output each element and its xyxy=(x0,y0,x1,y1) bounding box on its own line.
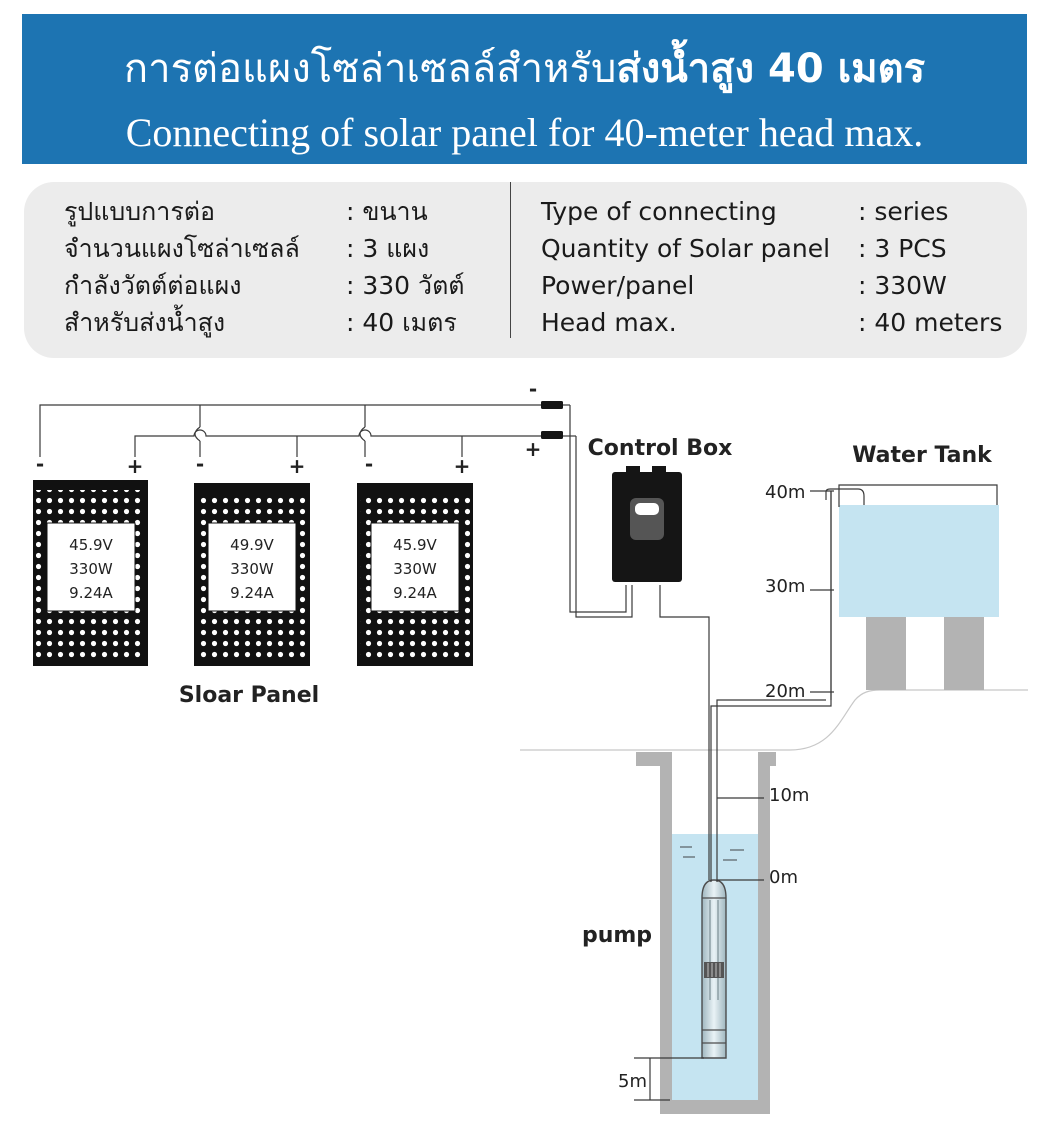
tank-leg xyxy=(866,612,906,690)
submersible-pump xyxy=(702,880,726,1058)
panel-voltage: 45.9V xyxy=(69,536,113,554)
thai-spec-label: รูปแบบการต่อ xyxy=(64,197,216,226)
panel-current: 9.24A xyxy=(230,584,274,602)
water-tank xyxy=(826,485,999,690)
english-spec-label: Type of connecting xyxy=(541,197,777,226)
english-spec-label: Power/panel xyxy=(541,271,695,300)
panel-power: 330W xyxy=(230,560,274,578)
height-label-0m: 0m xyxy=(769,867,798,888)
panel-current: 9.24A xyxy=(69,584,113,602)
pump-label: pump xyxy=(581,923,653,948)
english-title: Connecting of solar panel for 40-meter head max. xyxy=(125,110,924,155)
thai-spec-value: : ขนาน xyxy=(346,197,428,226)
panel-positive-sign: + xyxy=(453,454,471,478)
panel-negative-sign: - xyxy=(35,452,45,476)
panel-current: 9.24A xyxy=(393,584,437,602)
water-tank-label: Water Tank xyxy=(852,443,992,468)
terminal-negative xyxy=(541,401,563,409)
control-box-label: Control Box xyxy=(587,436,733,461)
panel-voltage: 45.9V xyxy=(393,536,437,554)
thai-title-prefix: การต่อแผงโซล่าเซลล์สำหรับ xyxy=(123,46,617,92)
english-spec-value: : 40 meters xyxy=(858,308,1003,337)
height-label-40m: 40m xyxy=(765,482,806,503)
control-box xyxy=(612,466,682,582)
height-label-20m: 20m xyxy=(765,681,806,702)
english-spec-value: : 3 PCS xyxy=(858,234,947,263)
solar-panel-label: Sloar Panel xyxy=(178,683,320,708)
english-spec-value: : 330W xyxy=(858,271,947,300)
thai-spec-label: สำหรับส่งน้ำสูง xyxy=(64,308,226,337)
panel-positive-sign: + xyxy=(288,454,306,478)
height-label-30m: 30m xyxy=(765,576,806,597)
height-label-5m: 5m xyxy=(618,1071,647,1092)
tank-leg xyxy=(944,612,984,690)
tank-body xyxy=(839,505,999,617)
english-spec-label: Quantity of Solar panel xyxy=(541,234,831,263)
panel-negative-sign: - xyxy=(364,452,374,476)
thai-spec-label: กำลังวัตต์ต่อแผง xyxy=(64,271,242,300)
panel-voltage: 49.9V xyxy=(230,536,274,554)
height-label-10m: 10m xyxy=(769,785,810,806)
thai-title-bold: ส่งน้ำสูง 40 เมตร xyxy=(616,46,926,92)
thai-spec-label: จำนวนแผงโซล่าเซลล์ xyxy=(64,234,300,263)
output-terminals xyxy=(541,401,576,439)
panel-wiring xyxy=(40,405,541,457)
english-spec-value: : series xyxy=(858,197,949,226)
panel-power: 330W xyxy=(393,560,437,578)
panel-power: 330W xyxy=(69,560,113,578)
panel-negative-sign: - xyxy=(195,452,205,476)
panel-positive-sign: + xyxy=(126,454,144,478)
english-spec-label: Head max. xyxy=(541,308,677,337)
thai-spec-value: : 40 เมตร xyxy=(346,308,457,337)
thai-spec-value: : 330 วัตต์ xyxy=(346,271,465,300)
terminal-positive xyxy=(541,431,563,439)
terminal-negative-sign: - xyxy=(528,377,538,401)
terminal-positive-sign: + xyxy=(524,437,542,461)
thai-spec-value: : 3 แผง xyxy=(346,234,430,263)
